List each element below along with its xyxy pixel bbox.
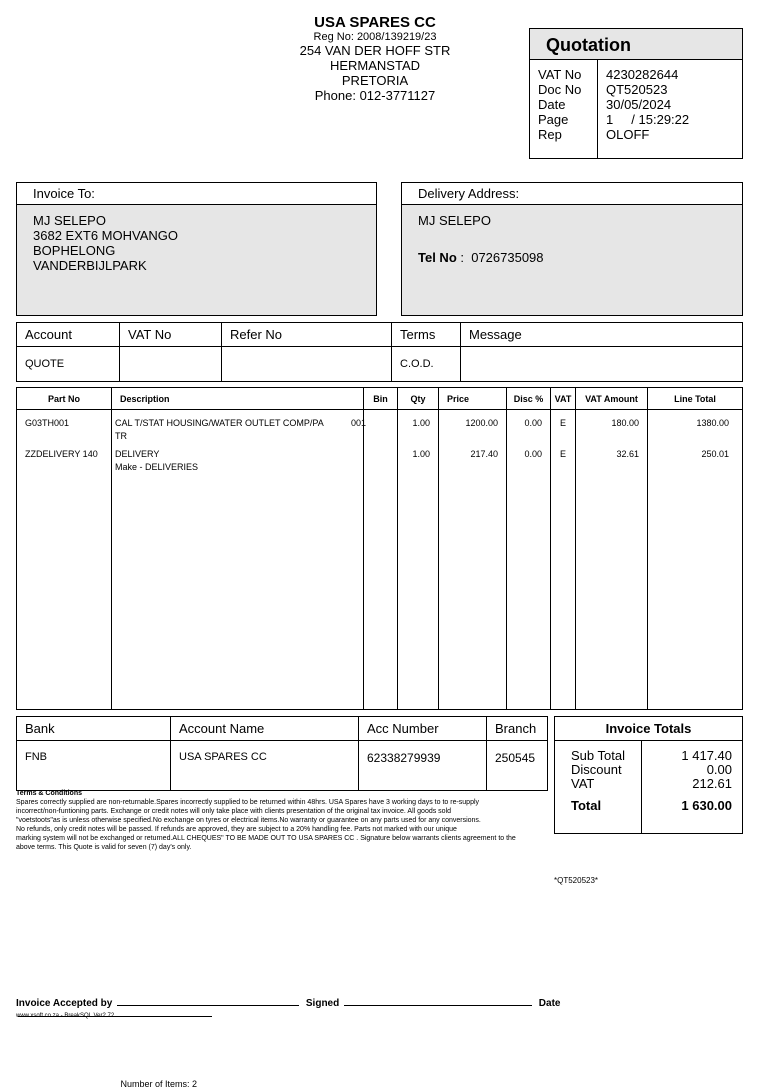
totals-labels xyxy=(555,741,642,834)
item-2-desc: DELIVERY xyxy=(115,449,160,459)
bank-header: Bank xyxy=(17,717,171,741)
delivery-address-box xyxy=(401,182,743,316)
quotation-labels xyxy=(530,60,598,158)
vat-no-header: VAT No xyxy=(120,323,222,347)
invoice-totals-title: Invoice Totals xyxy=(555,717,742,741)
item-bin-cell xyxy=(364,410,398,710)
terms-and-conditions xyxy=(16,789,546,852)
acc-number-header: Acc Number xyxy=(359,717,487,741)
tel-label: Tel No xyxy=(418,250,457,265)
invoice-to-line-3: BOPHELONG xyxy=(33,243,116,258)
item-2-vat-amount: 32.61 xyxy=(616,449,639,459)
vat-total-label: VAT xyxy=(571,776,595,791)
invoice-to-line-4: VANDERBIJLPARK xyxy=(33,258,147,273)
company-phone: Phone: 012-3771127 xyxy=(314,88,436,103)
item-vat-cell xyxy=(551,410,576,710)
item-1-line-total: 1380.00 xyxy=(696,418,729,428)
item-qty-cell xyxy=(398,410,439,710)
terms-value: C.O.D. xyxy=(392,347,461,382)
invoice-to-line-2: 3682 EXT6 MOHVANGO xyxy=(33,228,178,243)
item-disc-cell xyxy=(507,410,551,710)
doc-no-value: QT520523 xyxy=(606,82,668,97)
signed-label: Signed xyxy=(305,998,340,1009)
acc-number-value: 62338279939 xyxy=(359,741,487,791)
account-name-header: Account Name xyxy=(171,717,359,741)
subtotal-label: Sub Total xyxy=(571,748,625,763)
item-vat-amount-cell xyxy=(576,410,648,710)
signature-line xyxy=(16,998,743,1020)
item-2-price: 217.40 xyxy=(470,449,498,459)
rep-value: OLOFF xyxy=(606,127,650,142)
bank-table xyxy=(16,716,548,791)
total-label: Total xyxy=(571,798,602,813)
date-label-footer: Date xyxy=(538,998,561,1009)
message-header: Message xyxy=(461,323,743,347)
line-total-header: Line Total xyxy=(648,388,743,410)
branch-value: 250545 xyxy=(487,741,548,791)
terms-line-2: incorrect/non-funtioning parts. Exchange or credit notes will only take place with clients presentation of the original tax invoice. All goods sold xyxy=(16,808,452,815)
terms-line-6: above terms. This Quote is valid for seven (7) day's only. xyxy=(16,844,192,851)
quotation-values xyxy=(598,60,689,142)
date-value: 30/05/2024 xyxy=(606,97,672,112)
disc-header: Disc % xyxy=(507,388,551,410)
company-address-1: 254 VAN DER HOFF STR xyxy=(299,43,451,58)
discount-label: Discount xyxy=(571,762,622,777)
company-name: USA SPARES CC xyxy=(314,14,436,31)
item-1-vat-amount: 180.00 xyxy=(611,418,639,428)
branch-header: Branch xyxy=(487,717,548,741)
vat-total-value: 212.61 xyxy=(692,776,732,791)
description-header: Description xyxy=(112,388,364,410)
delivery-name: MJ SELEPO xyxy=(418,213,491,228)
refer-no-header: Refer No xyxy=(222,323,392,347)
delivery-address-label: Delivery Address: xyxy=(402,183,742,205)
item-count: Number of Items: 2 xyxy=(120,1078,198,1089)
terms-title: Terms & Conditions xyxy=(16,790,82,797)
subtotal-value: 1 417.40 xyxy=(681,748,732,763)
accepted-label: Invoice Accepted by xyxy=(16,998,113,1009)
quotation-box xyxy=(529,28,743,159)
barcode-text: *QT520523* xyxy=(554,876,599,885)
account-header: Account xyxy=(17,323,120,347)
item-1-desc: CAL T/STAT HOUSING/WATER OUTLET COMP/PA xyxy=(115,418,324,428)
company-header xyxy=(240,14,510,103)
date-label: Date xyxy=(538,97,566,112)
totals-values xyxy=(681,741,732,813)
software-credit: www.xsoft.co.za - BreakSQL Ver2.72 xyxy=(16,1013,115,1019)
total-value: 1 630.00 xyxy=(681,798,732,813)
terms-line-1: Spares correctly supplied are non-returnable.Spares incorrectly supplied to be returned within 48hrs. USA Spares have 3 working days to to re-supply xyxy=(16,799,480,806)
item-2-disc: 0.00 xyxy=(524,449,542,459)
item-price-cell xyxy=(439,410,507,710)
item-1-price: 1200.00 xyxy=(465,418,498,428)
qty-header: Qty xyxy=(398,388,439,410)
vat-no-value: 4230282644 xyxy=(606,67,679,82)
terms-line-5: marking system will not be exchanged or returned.ALL CHEQUES" TO BE MADE OUT TO USA SPARES CC . Signature below warrants clients agreement to the xyxy=(16,835,516,842)
page-value: 1 / 15:29:22 xyxy=(606,112,690,127)
invoice-totals-box xyxy=(554,716,743,834)
item-2-part: ZZDELIVERY 140 xyxy=(25,449,98,459)
invoice-to-line-1: MJ SELEPO xyxy=(33,213,106,228)
quotation-title: Quotation xyxy=(530,29,742,60)
price-header: Price xyxy=(439,388,507,410)
item-1-disc: 0.00 xyxy=(524,418,542,428)
item-2-vat: E xyxy=(559,449,566,459)
barcode xyxy=(554,852,614,872)
part-no-header: Part No xyxy=(17,388,112,410)
message-value xyxy=(461,347,743,382)
item-2-desc2: Make - DELIVERIES xyxy=(115,462,199,472)
invoice-to-box xyxy=(16,182,377,316)
item-1-part: G03TH001 xyxy=(25,418,70,428)
item-2-qty: 1.00 xyxy=(412,449,430,459)
vat-amount-header: VAT Amount xyxy=(576,388,648,410)
vat-no-label: VAT No xyxy=(538,67,582,82)
company-address-3: PRETORIA xyxy=(341,73,409,88)
account-table xyxy=(16,322,743,382)
item-part-no-cell xyxy=(17,410,112,710)
vat-header: VAT xyxy=(551,388,576,410)
page-label: Page xyxy=(538,112,569,127)
vat-no-value xyxy=(120,347,222,382)
invoice-to-label: Invoice To: xyxy=(17,183,376,205)
terms-line-4: No refunds, only credit notes will be passed. If refunds are approved, they are subject to a 20% handling fee. Parts not marked with our unique xyxy=(16,826,457,833)
doc-no-label: Doc No xyxy=(538,82,582,97)
item-1-bin: 001 xyxy=(351,418,367,428)
terms-header: Terms xyxy=(392,323,461,347)
terms-line-3: "voetstoots"as is unless otherwise specified.No exchange on tyres or electrical items.No warranty or guarantee on any parts used for any conversions. xyxy=(16,817,481,824)
rep-label: Rep xyxy=(538,127,562,142)
tel-value: 0726735098 xyxy=(471,250,544,265)
company-reg: Reg No: 2008/139219/23 xyxy=(313,31,437,43)
item-2-line-total: 250.01 xyxy=(701,449,729,459)
account-name-value: USA SPARES CC xyxy=(171,741,359,791)
discount-value: 0.00 xyxy=(706,762,732,777)
item-1-desc2: TR xyxy=(115,431,127,441)
account-value: QUOTE xyxy=(17,347,120,382)
bank-value: FNB xyxy=(17,741,171,791)
item-line-total-cell xyxy=(648,410,743,710)
bin-header: Bin xyxy=(364,388,398,410)
item-1-vat: E xyxy=(559,418,566,428)
delivery-tel: Tel No : 0726735098 xyxy=(418,250,544,265)
item-1-qty: 1.00 xyxy=(412,418,430,428)
refer-no-value xyxy=(222,347,392,382)
company-address-2: HERMANSTAD xyxy=(329,58,421,73)
